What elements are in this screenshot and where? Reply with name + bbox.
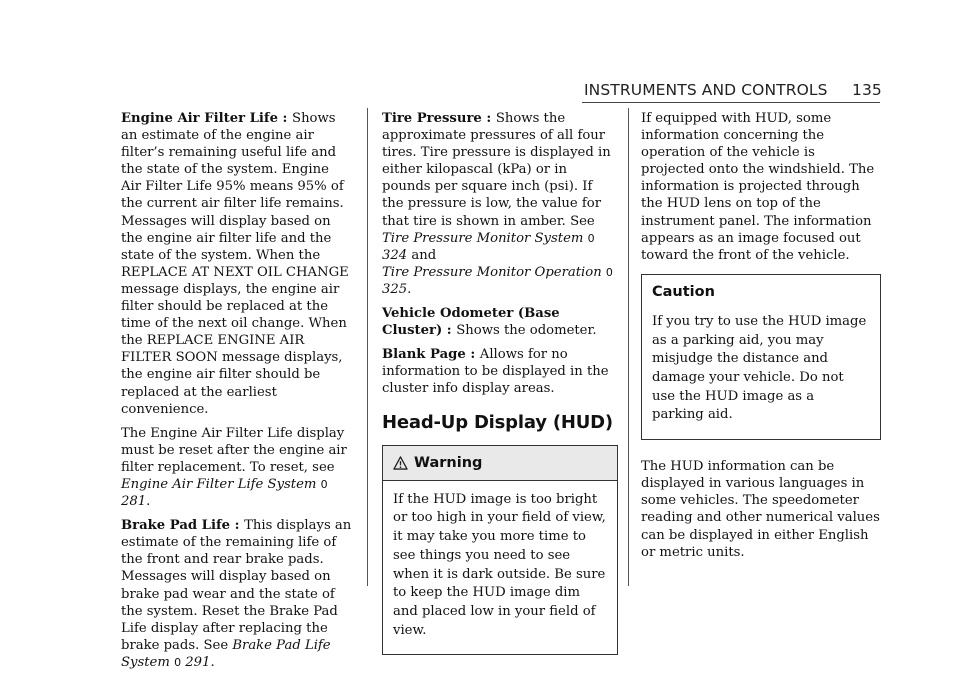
page-ref-arrow: 0	[587, 231, 595, 245]
paragraph-brake-pad-life	[121, 517, 353, 671]
cross-reference-link[interactable]: Tire Pressure Monitor Operation	[382, 264, 602, 280]
cross-reference-link[interactable]: Tire Pressure Monitor System	[382, 230, 584, 246]
sentence-end: .	[210, 654, 215, 670]
term-label: Blank Page :	[382, 347, 480, 363]
column-divider-1	[367, 108, 368, 586]
paragraph-blank-page	[382, 346, 618, 397]
sentence-end: .	[407, 281, 412, 297]
column-divider-2	[628, 108, 629, 586]
paragraph-tire-pressure	[382, 110, 618, 298]
caution-text: If you try to use the HUD image as a parking aid, you may misjudge the distance and damage your vehicle. Do not use the HUD image as a parking aid.	[652, 313, 867, 423]
term-label: Brake Pad Life :	[121, 518, 245, 534]
term-label: Tire Pressure :	[382, 111, 496, 126]
caution-body	[642, 303, 880, 439]
warning-triangle-icon	[393, 456, 408, 470]
page-ref-number[interactable]: 324	[382, 247, 408, 263]
warning-text: If the HUD image is too bright or too high in your field of view, it may take you more time to see things you need to see when it is dark outside. Be sure to keep the HUD image dim and placed low in your field of view.	[393, 491, 606, 638]
term-label: Engine Air Filter Life :	[121, 111, 293, 126]
warning-box	[382, 445, 618, 656]
page-ref-number[interactable]: 281	[121, 494, 147, 510]
paragraph-hud-languages: The HUD information can be displayed in various languages in some vehicles. The speedometer reading and other numerical values can be displayed in either English or metric units.	[641, 459, 880, 560]
term-label: Vehicle Odometer (Base Cluster) :	[382, 306, 560, 339]
connector-text: and	[407, 247, 437, 263]
paragraph-text: Allows for no information to be displayed in the cluster info display areas.	[382, 347, 609, 397]
paragraph-hud-intro: If equipped with HUD, some information concerning the operation of the vehicle is projected onto the windshield. The information is projected through the HUD lens on top of the instrument panel. The information appears as an image focused out toward the front of the vehicle.	[641, 111, 875, 263]
caution-header	[642, 275, 880, 303]
cross-reference-link[interactable]: Brake Pad Life System	[121, 637, 331, 670]
paragraph-reset-air-filter	[121, 425, 353, 510]
paragraph-text: This displays an estimate of the remaining life of the front and rear brake pads. Messages will display based on brake pad wear and the state of the system. Reset the Brake Pad Life display after replacing the brake pads. See	[121, 518, 352, 653]
sentence-end: .	[146, 494, 151, 510]
page-ref-number[interactable]: 325	[382, 281, 408, 297]
paragraph-engine-air-filter-life	[121, 110, 353, 418]
page-ref-arrow: 0	[320, 477, 328, 491]
paragraph-text: Shows an estimate of the engine air filter’s remaining useful life and the state of the system. Engine Air Filter Life 95% means 95% of the current air filter life remains. Messages will display based on the engine air filter life and the state of the system. When the REPLACE AT NEXT OIL CHANGE message displays, the engine air filter should be replaced at the time of the next oil change. When the REPLACE ENGINE AIR FILTER SOON message displays, the engine air filter should be replaced at the earliest convenience.	[121, 111, 349, 417]
paragraph-vehicle-odometer	[382, 305, 618, 339]
section-title: INSTRUMENTS AND CONTROLS	[584, 81, 828, 99]
page-ref-number[interactable]: 291	[185, 654, 211, 670]
paragraph-text: The Engine Air Filter Life display must be reset after the engine air filter replacement. To reset, see	[121, 425, 347, 475]
page-ref-arrow: 0	[605, 265, 613, 279]
section-heading-hud: Head-Up Display (HUD)	[382, 411, 613, 433]
column-3	[641, 110, 881, 568]
paragraph-text: Shows the approximate pressures of all four tires. Tire pressure is displayed in either kilopascal (kPa) or in pounds per square inch (psi). If the pressure is low, the value for that tire is shown in amber. See	[382, 111, 611, 229]
warning-title: Warning	[414, 454, 483, 471]
warning-header	[383, 446, 617, 481]
warning-body	[383, 481, 617, 655]
paragraph-text: Shows the odometer.	[456, 323, 597, 339]
caution-title: Caution	[652, 283, 715, 300]
page-ref-arrow: 0	[174, 655, 182, 669]
cross-reference-link[interactable]: Engine Air Filter Life System	[121, 476, 317, 492]
column-1	[121, 110, 353, 678]
running-header	[584, 81, 882, 99]
column-2	[382, 110, 618, 655]
caution-box	[641, 274, 881, 440]
page-number: 135	[852, 81, 882, 99]
header-rule	[582, 102, 880, 103]
